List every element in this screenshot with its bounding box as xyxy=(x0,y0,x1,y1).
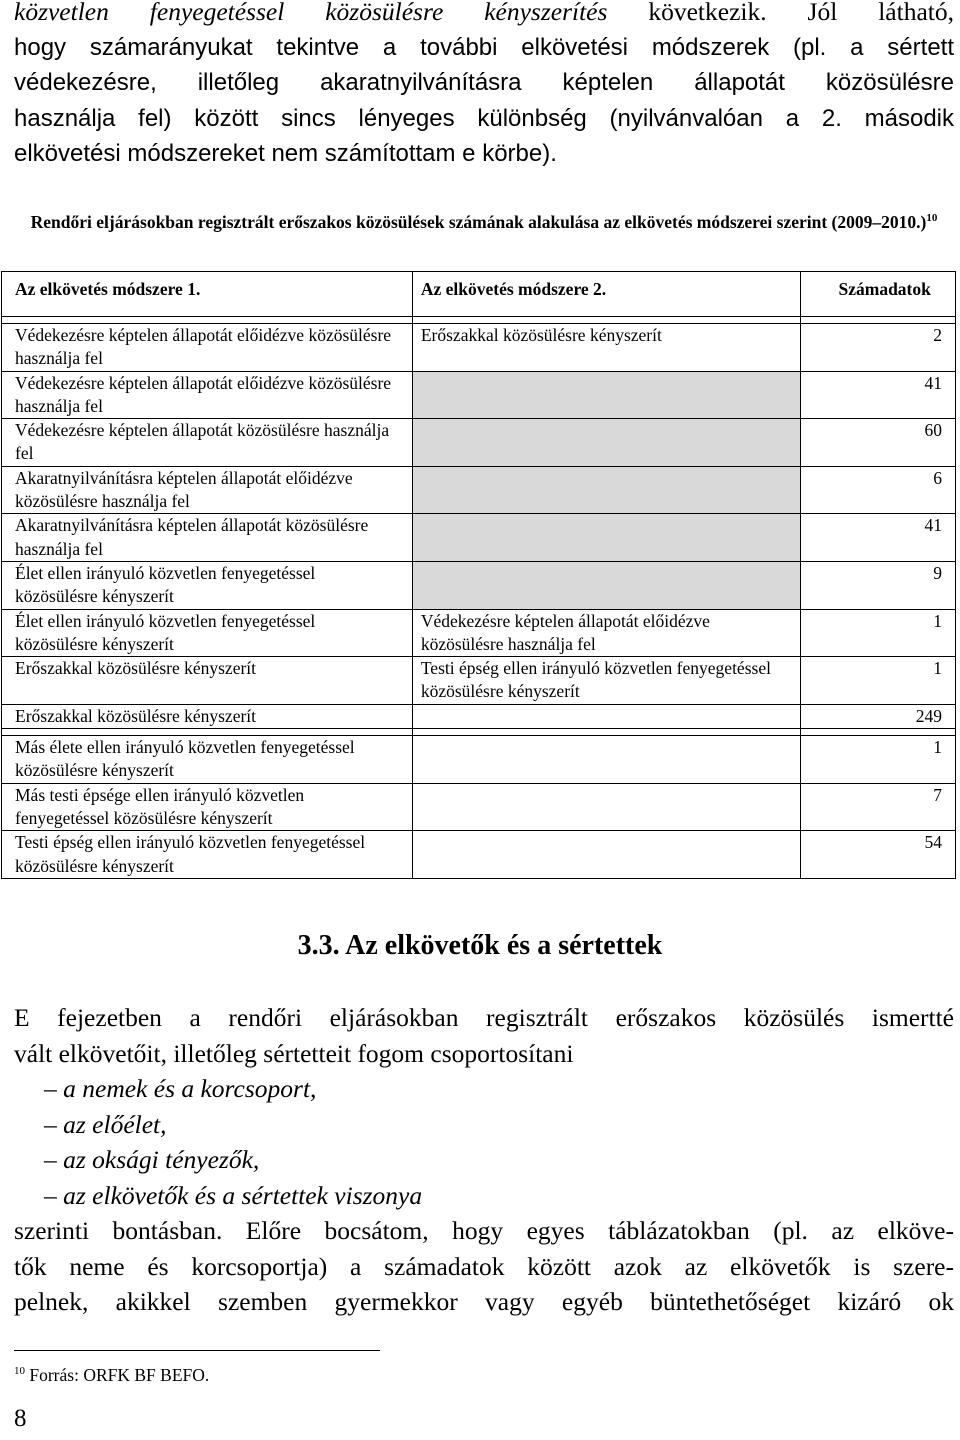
cell-count: 1 xyxy=(801,657,956,705)
table-caption-text: Rendőri eljárásokban regisztrált erőszakos közösülések számának alakulása az elkövetés módszerei szerint (2009–2010.) xyxy=(30,211,927,232)
intro-line-3: védekezésre, illetőleg akaratnyilvánításra képtelen állapotát közösülésre xyxy=(14,69,954,96)
page-number: 8 xyxy=(14,1405,27,1432)
table-separator-row xyxy=(2,317,956,324)
cell-method-1: Erőszakkal közösülésre kényszerít xyxy=(2,704,413,728)
cell-method-2 xyxy=(412,704,801,728)
cell-count: 41 xyxy=(801,371,956,419)
table-row xyxy=(2,783,956,831)
cell-method-1: Akaratnyilvánításra képtelen állapotát előidézve közösülésre használja fel xyxy=(2,466,413,514)
footnote-text: Forrás: ORFK BF BEFO. xyxy=(29,1365,210,1385)
table-body xyxy=(2,317,956,879)
cell-method-2 xyxy=(412,371,801,419)
cell-count: 1 xyxy=(801,736,956,784)
table-row xyxy=(2,704,956,728)
header-method-2: Az elkövetés módszere 2. xyxy=(412,272,801,317)
bullet-item xyxy=(14,1178,954,1214)
cell-count: 7 xyxy=(801,783,956,831)
bullet-dash-icon: – xyxy=(44,1074,64,1103)
cell-method-2: Védekezésre képtelen állapotát előidézve közösülésre használja fel xyxy=(412,609,801,657)
body-line-2: vált elkövetőit, illetőleg sértetteit fogom csoportosítani xyxy=(14,1038,574,1068)
cell-method-1: Más élete ellen irányuló közvetlen fenyegetéssel közösülésre kényszerít xyxy=(2,736,413,784)
bullet-dash-icon: – xyxy=(44,1145,64,1174)
table-row xyxy=(2,466,956,514)
cell-method-1: Élet ellen irányuló közvetlen fenyegetéssel közösülésre kényszerít xyxy=(2,561,413,609)
bullet-text: a nemek és a korcsoport, xyxy=(63,1074,317,1103)
cell-method-1: Élet ellen irányuló közvetlen fenyegetéssel közösülésre kényszerít xyxy=(2,609,413,657)
intro-italic-phrase: közvetlen fenyegetéssel közösülésre kényszerítés xyxy=(14,0,608,26)
table-caption-footnote-ref: 10 xyxy=(926,212,938,224)
intro-line-1 xyxy=(14,0,954,30)
cell-method-1: Védekezésre képtelen állapotát előidézve közösülésre használja fel xyxy=(2,371,413,419)
cell-method-2 xyxy=(412,419,801,467)
cell-method-1: Védekezésre képtelen állapotát előidézve közösülésre használja fel xyxy=(2,324,413,372)
cell-count: 1 xyxy=(801,609,956,657)
cell-method-1: Testi épség ellen irányuló közvetlen fenyegetéssel közösülésre kényszerít xyxy=(2,831,413,879)
intro-line-5: elkövetési módszereket nem számítottam e körbe). xyxy=(14,140,557,167)
cell-count: 2 xyxy=(801,324,956,372)
cell-method-1: Akaratnyilvánításra képtelen állapotát közösülésre használja fel xyxy=(2,514,413,562)
cell-method-2 xyxy=(412,514,801,562)
cell-method-1: Más testi épsége ellen irányuló közvetlen fenyegetéssel közösülésre kényszerít xyxy=(2,783,413,831)
table-row xyxy=(2,657,956,705)
intro-line-2: hogy számarányukat tekintve a további elkövetési módszerek (pl. a sértett xyxy=(14,33,954,61)
bullet-item xyxy=(14,1142,954,1178)
body-line-3: szerinti bontásban. Előre bocsátom, hogy egyes táblázatokban (pl. az elköve- xyxy=(14,1216,954,1245)
cell-method-2 xyxy=(412,466,801,514)
bullet-item xyxy=(14,1107,954,1143)
header-row xyxy=(2,272,956,317)
cell-count: 60 xyxy=(801,419,956,467)
bullet-dash-icon: – xyxy=(44,1109,64,1139)
table-row xyxy=(2,561,956,609)
table-caption xyxy=(14,205,954,235)
section-heading: 3.3. Az elkövetők és a sértettek xyxy=(297,930,663,961)
body-line-4: tők neme és korcsoportja) a számadatok között azok az elkövetők is szere- xyxy=(14,1251,954,1281)
table-row xyxy=(2,609,956,657)
footnote-ref: 10 xyxy=(14,1365,25,1378)
bullet-list xyxy=(14,1071,954,1213)
cell-method-2: Erőszakkal közösülésre kényszerít xyxy=(412,324,801,372)
table-row xyxy=(2,514,956,562)
cell-method-2 xyxy=(412,561,801,609)
cell-method-1: Erőszakkal közösülésre kényszerít xyxy=(2,657,413,705)
footnote xyxy=(14,1365,209,1386)
cell-method-2 xyxy=(412,783,801,831)
header-method-1: Az elkövetés módszere 1. xyxy=(2,272,413,317)
intro-line-1-rest: következik. Jól látható, xyxy=(607,0,954,26)
bullet-dash-icon: – xyxy=(44,1180,64,1210)
table-row xyxy=(2,371,956,419)
bullet-item xyxy=(14,1071,954,1107)
bullet-text: az elkövetők és a sértettek viszonya xyxy=(63,1180,423,1210)
table-row xyxy=(2,324,956,372)
data-table xyxy=(1,271,956,879)
footnote-separator xyxy=(14,1350,380,1351)
body-line-1: E fejezetben a rendőri eljárásokban regisztrált erőszakos közösülés ismertté xyxy=(14,1003,954,1032)
section-body xyxy=(14,1000,954,1320)
table-row xyxy=(2,831,956,879)
cell-count: 249 xyxy=(801,704,956,728)
bullet-text: az oksági tényezők, xyxy=(63,1145,260,1174)
table-header xyxy=(2,272,956,317)
bullet-text: az előélet, xyxy=(63,1109,167,1139)
table-row xyxy=(2,419,956,467)
cell-count: 6 xyxy=(801,466,956,514)
intro-line-4: használja fel) között sincs lényeges különbség (nyilvánvalóan a 2. második xyxy=(14,104,954,132)
header-count: Számadatok xyxy=(801,272,956,317)
table-row xyxy=(2,736,956,784)
cell-method-2 xyxy=(412,831,801,879)
cell-count: 9 xyxy=(801,561,956,609)
cell-count: 41 xyxy=(801,514,956,562)
cell-count: 54 xyxy=(801,831,956,879)
table-separator-row xyxy=(2,729,956,736)
intro-paragraph xyxy=(14,0,954,172)
body-line-5: pelnek, akikkel szemben gyermekkor vagy egyéb büntethetőséget kizáró ok xyxy=(14,1287,954,1316)
cell-method-1: Védekezésre képtelen állapotát közösülésre használja fel xyxy=(2,419,413,467)
cell-method-2 xyxy=(412,736,801,784)
cell-method-2: Testi épség ellen irányuló közvetlen fenyegetéssel közösülésre kényszerít xyxy=(412,657,801,705)
